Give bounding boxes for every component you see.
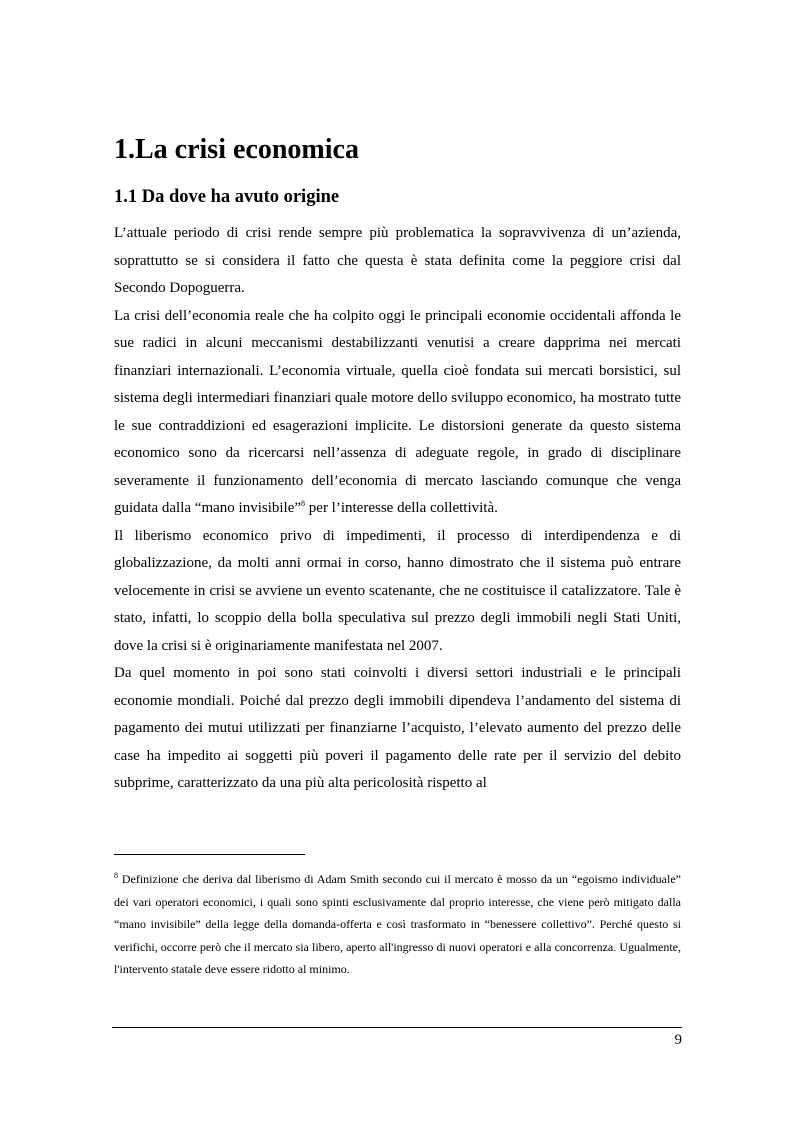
paragraph-2-text-before-ref: La crisi dell’economia reale che ha colpito oggi le principali economie occidentali affonda le sue radici in alcuni meccanismi destabilizzanti venutisi a creare dapprima nei mercati finanziari internazionali. L’economia virtuale, quella cioè fondata sui mercati borsistici, sul sistema degli intermediari finanziari quale motore dello sviluppo economico, ha mostrato tutte le sue contraddizioni ed esagerazioni implicite. Le distorsioni generate da questo sistema economico sono da ricercarsi nell’assenza di adeguate regole, in grado di disciplinare severamente il funzionamento dell’economia di mercato lasciando comunque che venga guidata dalla “mano invisibile”: [114, 307, 681, 516]
paragraph-1: [114, 220, 681, 303]
body-text: [114, 220, 681, 798]
paragraph-4: [114, 660, 681, 798]
footnote-number: 8: [114, 871, 118, 880]
paragraph-2: [114, 303, 681, 523]
section-title: 1.1 Da dove ha avuto origine: [114, 187, 340, 207]
footer-divider: [112, 1027, 682, 1028]
footnote-text: Definizione che deriva dal liberismo di Adam Smith secondo cui il mercato è mosso da un “egoismo individuale” dei vari operatori economici, i quali sono spinti esclusivamente dal proprio interesse, che viene però mitigato dalla “mano invisibile” della legge della domanda-offerta e così trasformato in “benessere collettivo”. Perché questo si verifichi, occorre però che il mercato sia libero, aperto all'ingresso di nuovi operatori e alla concorrenza. Ugualmente, l'intervento statale deve essere ridotto al minimo.: [114, 872, 681, 976]
paragraph-1-text: L’attuale periodo di crisi rende sempre più problematica la sopravvivenza di un’azienda, soprattutto se si considera il fatto che questa è stata definita come la peggiore crisi dal Secondo Dopoguerra.: [114, 225, 681, 296]
chapter-title: 1.La crisi economica: [114, 134, 359, 165]
paragraph-2-text-after-ref: per l’interesse della collettività.: [305, 500, 498, 516]
footnote: [114, 868, 681, 981]
page-number: 9: [674, 1032, 682, 1048]
paragraph-3: [114, 523, 681, 661]
paragraph-3-text: Il liberismo economico privo di impedimenti, il processo di interdipendenza e di globalizzazione, da molti anni ormai in corso, hanno dimostrato che il sistema può entrare velocemente in crisi se avviene un evento scatenante, che ne costituisce il catalizzatore. Tale è stato, infatti, lo scoppio della bolla speculativa sul prezzo degli immobili negli Stati Uniti, dove la crisi si è originariamente manifestata nel 2007.: [114, 527, 681, 654]
footnote-divider: [114, 854, 305, 855]
footnote-reference[interactable]: 8: [301, 499, 306, 508]
paragraph-4-text: Da quel momento in poi sono stati coinvolti i diversi settori industriali e le principali economie mondiali. Poiché dal prezzo degli immobili dipendeva l’andamento del sistema di pagamento dei mutui utilizzati per finanziarne l’acquisto, l’elevato aumento del prezzo delle case ha impedito ai soggetti più poveri il pagamento delle rate per il servizio del debito subprime, caratterizzato da una più alta pericolosità rispetto al: [114, 665, 681, 791]
